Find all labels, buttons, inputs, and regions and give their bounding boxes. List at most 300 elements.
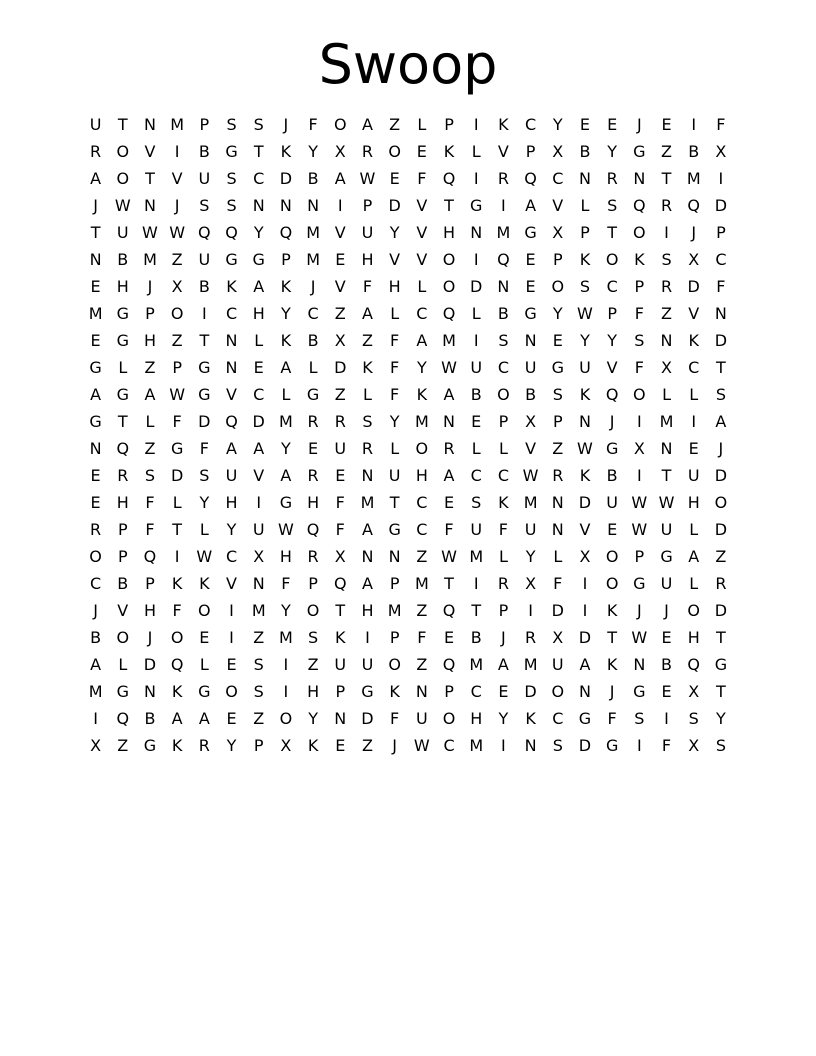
grid-letter: G (633, 142, 646, 161)
grid-letter: Q (225, 223, 238, 242)
grid-letter: T (661, 466, 672, 485)
grid-letter: M (469, 736, 484, 755)
grid-letter: T (444, 574, 454, 593)
grid-letter: J (636, 601, 642, 620)
grid-letter: A (361, 115, 373, 134)
grid-letter: P (145, 574, 155, 593)
grid-letter: T (716, 682, 726, 701)
grid-letter: O (497, 385, 510, 404)
grid-letter: I (337, 196, 343, 215)
grid-letter: C (497, 358, 509, 377)
grid-letter: F (390, 709, 400, 728)
grid-letter: G (524, 304, 537, 323)
grid-letter: T (716, 358, 726, 377)
grid-letter: O (89, 547, 102, 566)
grid-letter: D (143, 655, 157, 674)
grid-letter: Z (253, 709, 265, 728)
grid-letter: K (199, 574, 210, 593)
grid-letter: Q (687, 196, 701, 215)
grid-letter: T (199, 331, 210, 350)
grid-letter: Y (226, 520, 237, 539)
grid-row (82, 624, 737, 651)
grid-letter: N (633, 169, 646, 188)
grid-letter: I (501, 736, 506, 755)
grid-letter: L (689, 574, 699, 593)
grid-letter: F (390, 331, 400, 350)
grid-letter: C (416, 493, 428, 512)
grid-letter: N (334, 709, 347, 728)
grid-row (82, 354, 737, 381)
grid-letter: M (170, 115, 185, 134)
grid-letter: F (444, 520, 454, 539)
grid-letter: U (116, 223, 129, 242)
grid-letter: N (89, 250, 102, 269)
grid-letter: M (659, 412, 674, 431)
grid-letter: M (523, 493, 538, 512)
grid-letter: X (334, 331, 346, 350)
grid-letter: Z (416, 655, 428, 674)
grid-letter: U (89, 115, 102, 134)
grid-letter: R (606, 169, 618, 188)
grid-letter: U (524, 520, 537, 539)
grid-letter: A (226, 439, 237, 458)
grid-letter: I (691, 115, 697, 134)
grid-letter: W (631, 628, 648, 647)
grid-letter: D (334, 358, 347, 377)
grid-letter: Z (661, 142, 673, 161)
grid-letter: O (687, 601, 701, 620)
grid-letter: V (253, 466, 265, 485)
grid-letter: N (470, 223, 483, 242)
grid-letter: G (116, 304, 129, 323)
grid-letter: Y (226, 736, 237, 755)
grid-row (82, 300, 737, 327)
grid-letter: G (198, 682, 211, 701)
grid-letter: V (117, 601, 129, 620)
grid-letter: F (335, 493, 345, 512)
grid-letter: P (335, 682, 346, 701)
grid-letter: Q (524, 169, 537, 188)
grid-letter: Z (416, 547, 428, 566)
grid-letter: C (443, 736, 455, 755)
grid-letter: G (388, 520, 401, 539)
grid-letter: F (417, 169, 427, 188)
grid-letter: H (116, 493, 129, 512)
grid-letter: B (525, 385, 537, 404)
grid-letter: Q (170, 655, 184, 674)
grid-row (82, 651, 737, 678)
grid-letter: N (660, 331, 673, 350)
grid-letter: F (362, 277, 373, 296)
grid-letter: S (634, 709, 645, 728)
grid-letter: K (606, 601, 618, 620)
grid-letter: N (307, 196, 320, 215)
grid-letter: O (551, 682, 565, 701)
grid-letter: M (306, 223, 320, 242)
grid-letter: L (118, 655, 128, 674)
grid-letter: Q (442, 304, 456, 323)
grid-letter: D (714, 601, 728, 620)
grid-letter: S (253, 115, 264, 134)
grid-letter: B (117, 250, 129, 269)
grid-letter: M (251, 601, 266, 620)
grid-letter: E (607, 520, 618, 539)
grid-letter: C (307, 304, 319, 323)
grid-letter: B (497, 304, 509, 323)
grid-letter: V (389, 250, 401, 269)
grid-letter: F (661, 736, 672, 755)
grid-letter: D (198, 412, 211, 431)
grid-letter: A (715, 412, 727, 431)
grid-letter: P (716, 223, 726, 242)
grid-letter: M (360, 493, 375, 512)
grid-letter: P (552, 250, 563, 269)
grid-letter: D (252, 412, 265, 431)
grid-letter: Z (144, 439, 156, 458)
grid-letter: R (525, 628, 537, 647)
page-title: Swoop (318, 33, 498, 96)
grid-letter: J (609, 412, 615, 431)
grid-letter: I (201, 304, 207, 323)
grid-letter: N (660, 439, 673, 458)
grid-letter: F (716, 115, 726, 134)
grid-letter: Y (552, 115, 563, 134)
grid-letter: I (473, 250, 479, 269)
grid-letter: M (414, 574, 429, 593)
grid-letter: K (498, 493, 509, 512)
grid-letter: W (522, 466, 539, 485)
grid-letter: I (283, 682, 289, 701)
grid-letter: N (524, 736, 537, 755)
grid-letter: N (252, 196, 265, 215)
grid-letter: X (633, 439, 645, 458)
grid-letter: J (93, 601, 98, 620)
grid-letter: A (144, 385, 156, 404)
grid-letter: P (389, 628, 400, 647)
grid-letter: E (226, 655, 237, 674)
grid-letter: I (473, 115, 479, 134)
grid-letter: I (174, 547, 180, 566)
grid-letter: O (633, 223, 646, 242)
grid-letter: Q (116, 439, 130, 458)
grid-letter: T (335, 601, 346, 620)
grid-letter: P (552, 412, 563, 431)
grid-letter: R (334, 412, 346, 431)
grid-letter: E (661, 628, 672, 647)
grid-letter: S (226, 196, 237, 215)
grid-letter: I (664, 223, 669, 242)
grid-letter: N (551, 520, 564, 539)
grid-letter: U (687, 466, 700, 485)
grid-letter: B (144, 709, 156, 728)
grid-letter: O (388, 142, 401, 161)
grid-letter: U (225, 466, 238, 485)
grid-letter: E (90, 493, 101, 512)
grid-letter: I (473, 331, 479, 350)
grid-letter: I (283, 655, 289, 674)
grid-letter: U (415, 709, 428, 728)
grid-row (82, 138, 737, 165)
grid-letter: Y (389, 412, 400, 431)
grid-letter: I (229, 601, 234, 620)
grid-letter: K (579, 466, 591, 485)
grid-letter: G (198, 385, 211, 404)
grid-letter: E (226, 709, 237, 728)
grid-letter: H (470, 709, 483, 728)
grid-letter: L (662, 385, 671, 404)
grid-letter: B (198, 277, 210, 296)
grid-letter: X (280, 736, 292, 755)
grid-letter: T (389, 493, 400, 512)
grid-letter: R (307, 547, 319, 566)
grid-letter: L (308, 358, 318, 377)
grid-letter: F (308, 115, 318, 134)
grid-letter: Z (117, 736, 129, 755)
grid-letter: K (226, 277, 237, 296)
grid-letter: N (89, 439, 102, 458)
grid-letter: F (607, 709, 617, 728)
grid-letter: N (361, 547, 374, 566)
grid-letter: Q (306, 520, 320, 539)
grid-letter: P (362, 196, 373, 215)
grid-letter: T (117, 412, 128, 431)
grid-letter: U (524, 358, 537, 377)
grid-letter: E (661, 115, 672, 134)
grid-letter: G (605, 736, 619, 755)
grid-letter: P (199, 115, 210, 134)
grid-row (82, 273, 737, 300)
grid-row (82, 543, 737, 570)
grid-letter: I (582, 574, 588, 593)
grid-letter: A (361, 304, 373, 323)
grid-letter: G (116, 331, 129, 350)
grid-letter: M (279, 412, 293, 431)
grid-letter: G (198, 358, 211, 377)
grid-letter: F (281, 574, 291, 593)
grid-letter: K (525, 709, 536, 728)
grid-letter: D (470, 277, 483, 296)
grid-letter: U (388, 466, 401, 485)
grid-letter: T (117, 115, 128, 134)
grid-letter: A (443, 385, 455, 404)
grid-letter: D (361, 709, 374, 728)
grid-letter: B (579, 142, 591, 161)
grid-letter: Y (281, 601, 291, 620)
grid-letter: A (198, 709, 210, 728)
grid-letter: Q (198, 223, 211, 242)
grid-letter: D (687, 277, 700, 296)
grid-letter: C (90, 574, 102, 593)
grid-letter: N (388, 547, 401, 566)
grid-letter: A (280, 358, 292, 377)
grid-letter: G (306, 385, 320, 404)
grid-letter: F (172, 601, 182, 620)
grid-letter: Y (308, 709, 318, 728)
grid-letter: M (279, 628, 293, 647)
grid-letter: Z (389, 115, 401, 134)
grid-letter: Y (607, 331, 618, 350)
grid-letter: E (525, 277, 536, 296)
grid-letter: E (443, 628, 455, 647)
grid-letter: X (253, 547, 265, 566)
grid-letter: H (415, 466, 428, 485)
grid-letter: F (335, 520, 345, 539)
grid-letter: T (172, 520, 183, 539)
grid-letter: Z (661, 304, 673, 323)
grid-letter: L (417, 277, 427, 296)
grid-letter: K (498, 115, 509, 134)
grid-letter: E (471, 412, 482, 431)
grid-letter: R (552, 466, 564, 485)
grid-letter: K (579, 250, 591, 269)
grid-letter: K (171, 574, 183, 593)
grid-letter: Y (199, 493, 210, 512)
grid-letter: E (90, 277, 101, 296)
grid-letter: X (334, 142, 346, 161)
grid-letter: K (280, 277, 292, 296)
grid-letter: Q (116, 709, 130, 728)
grid-letter: V (171, 169, 183, 188)
grid-letter: E (389, 169, 400, 188)
grid-row (82, 732, 737, 759)
grid-letter: W (441, 358, 457, 377)
grid-letter: T (661, 169, 672, 188)
grid-letter: V (144, 142, 156, 161)
grid-letter: O (116, 169, 130, 188)
grid-letter: C (525, 115, 537, 134)
grid-letter: N (143, 115, 156, 134)
grid-letter: R (198, 736, 210, 755)
grid-letter: U (252, 520, 265, 539)
grid-letter: P (253, 736, 264, 755)
grid-letter: R (443, 439, 455, 458)
grid-letter: V (334, 223, 346, 242)
grid-letter: S (226, 169, 237, 188)
grid-row (82, 327, 737, 354)
grid-letter: J (147, 277, 153, 296)
grid-letter: U (334, 655, 347, 674)
grid-letter: U (660, 574, 673, 593)
grid-letter: X (688, 250, 700, 269)
grid-letter: W (359, 169, 376, 188)
grid-row (82, 219, 737, 246)
grid-row (82, 246, 737, 273)
grid-letter: S (634, 331, 645, 350)
grid-row (82, 597, 737, 624)
grid-letter: L (281, 385, 291, 404)
grid-letter: G (578, 709, 592, 728)
grid-letter: H (687, 628, 700, 647)
grid-letter: N (443, 412, 456, 431)
grid-letter: X (715, 142, 727, 161)
grid-letter: S (199, 196, 210, 215)
grid-letter: V (579, 520, 591, 539)
grid-letter: I (501, 196, 506, 215)
grid-letter: F (553, 574, 563, 593)
grid-letter: S (253, 655, 264, 674)
grid-letter: G (225, 142, 238, 161)
grid-letter: L (363, 385, 372, 404)
grid-letter: G (551, 358, 564, 377)
grid-letter: Z (144, 358, 156, 377)
grid-letter: I (636, 736, 642, 755)
grid-letter: D (578, 736, 592, 755)
grid-letter: N (415, 682, 428, 701)
grid-letter: A (579, 655, 591, 674)
grid-letter: D (279, 169, 293, 188)
grid-letter: M (523, 655, 538, 674)
grid-letter: G (524, 223, 537, 242)
grid-letter: E (90, 331, 101, 350)
grid-letter: W (413, 736, 430, 755)
grid-letter: D (170, 466, 184, 485)
grid-letter: C (225, 304, 238, 323)
grid-letter: E (416, 142, 427, 161)
grid-letter: D (714, 466, 728, 485)
grid-letter: U (470, 358, 483, 377)
grid-letter: C (606, 277, 618, 296)
grid-letter: P (525, 142, 536, 161)
grid-letter: V (416, 223, 428, 242)
grid-letter: Z (361, 736, 373, 755)
grid-letter: R (660, 196, 673, 215)
grid-letter: Q (143, 547, 157, 566)
grid-letter: X (552, 142, 564, 161)
grid-letter: Z (171, 331, 183, 350)
grid-letter: P (498, 412, 509, 431)
grid-letter: S (471, 493, 482, 512)
grid-letter: I (664, 709, 669, 728)
grid-letter: I (636, 466, 642, 485)
grid-row (82, 435, 737, 462)
grid-letter: X (525, 574, 537, 593)
grid-letter: P (281, 250, 291, 269)
grid-letter: E (335, 736, 346, 755)
grid-letter: A (361, 520, 373, 539)
grid-letter: W (441, 547, 457, 566)
grid-letter: E (661, 682, 672, 701)
grid-letter: F (390, 358, 400, 377)
grid-letter: G (633, 682, 646, 701)
grid-letter: X (688, 682, 700, 701)
grid-row (82, 516, 737, 543)
grid-letter: Z (334, 385, 346, 404)
grid-letter: Z (416, 601, 428, 620)
grid-letter: J (636, 115, 642, 134)
grid-row (82, 165, 737, 192)
grid-letter: M (442, 331, 456, 350)
grid-row (82, 705, 737, 732)
grid-letter: D (714, 331, 728, 350)
grid-letter: G (660, 547, 673, 566)
grid-letter: E (199, 628, 210, 647)
grid-letter: A (253, 277, 265, 296)
grid-letter: H (687, 493, 700, 512)
grid-letter: E (253, 358, 264, 377)
grid-letter: L (580, 196, 590, 215)
grid-letter: V (606, 358, 618, 377)
grid-letter: K (579, 385, 591, 404)
grid-letter: I (582, 601, 588, 620)
grid-letter: T (145, 169, 155, 188)
grid-letter: M (143, 250, 157, 269)
grid-letter: P (607, 304, 617, 323)
grid-letter: L (471, 142, 481, 161)
grid-letter: G (170, 439, 184, 458)
grid-letter: C (552, 709, 564, 728)
grid-letter: C (225, 547, 238, 566)
grid-letter: J (392, 736, 398, 755)
